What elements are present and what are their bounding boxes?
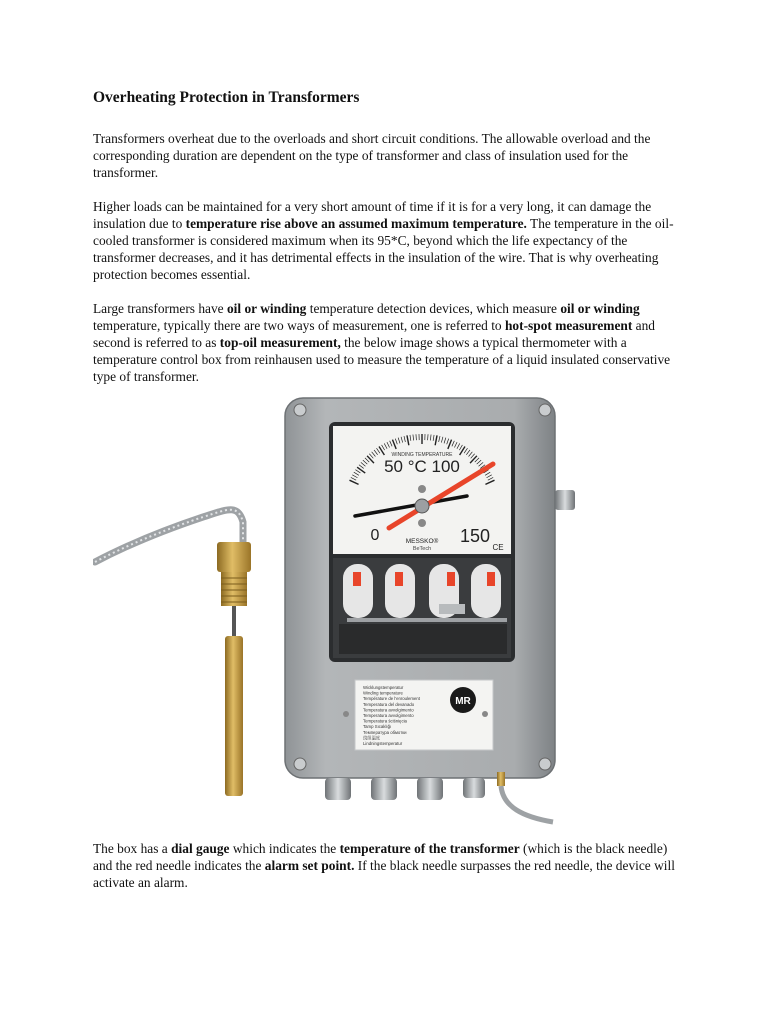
label-line: Temperatura ściśnięcia bbox=[363, 718, 407, 724]
bold-run: temperature rise above an assumed maximum temperature. bbox=[185, 216, 527, 231]
screw-icon bbox=[539, 404, 551, 416]
needle-hub bbox=[415, 499, 429, 513]
probe-shaft bbox=[232, 606, 236, 636]
label-line: Winding temperature bbox=[363, 690, 403, 696]
output-hose bbox=[501, 786, 553, 822]
bold-run: oil or winding bbox=[226, 301, 307, 316]
text-run: The box has a bbox=[93, 841, 172, 856]
screw-icon bbox=[539, 758, 551, 770]
paragraph-dial-gauge bbox=[93, 840, 683, 891]
label-line: Temperatura avvolgimento bbox=[363, 713, 414, 718]
dial-pin bbox=[418, 485, 426, 493]
paragraph-intro: Transformers overheat due to the overloads and short circuit conditions. The allowable overload and the corresponding duration are dependent on the type of transformer and class of insulation used for the transformer. bbox=[93, 131, 651, 180]
dial-pin bbox=[418, 519, 426, 527]
label-line: Tamp Sıcaklığı bbox=[363, 724, 392, 730]
text-run: (which is the black needle) and the red needle indicates the bbox=[93, 841, 668, 873]
text-run: Large transformers have bbox=[93, 301, 227, 316]
brand-label: MESSKO® bbox=[405, 538, 439, 545]
dial-caption: WINDING TEMPERATURE bbox=[391, 452, 453, 458]
label-line: Lindningstemperatur bbox=[363, 741, 403, 746]
bold-run: top-oil measurement, bbox=[219, 335, 341, 350]
mr-logo-text: MR bbox=[455, 696, 471, 707]
screw-icon bbox=[343, 711, 349, 717]
paragraph-large-transformers bbox=[93, 300, 683, 385]
label-line: Wicklungstemperatur bbox=[363, 685, 404, 690]
text-run: The temperature in the oil-cooled transformer is considered maximum when its 95*C, beyond which the life expectancy of the transformer decreases, and it has detrimental effects in the insulation of the wire. That is why overheating protection becomes essential. bbox=[93, 216, 674, 282]
label-line: 绕组温度 bbox=[363, 735, 381, 741]
text-run: which indicates the bbox=[229, 841, 340, 856]
page-title: Overheating Protection in Transformers bbox=[93, 89, 360, 106]
bold-run: hot-spot measurement bbox=[504, 318, 633, 333]
label-line: Température de l'enroulement bbox=[363, 696, 420, 702]
text-run: If the black needle surpasses the red needle, the device will activate an alarm. bbox=[93, 858, 675, 890]
bold-run: alarm set point. bbox=[264, 858, 355, 873]
document-body bbox=[93, 88, 683, 402]
label-line: Температура обмотки bbox=[363, 729, 407, 735]
text-run: and second is referred to as bbox=[93, 318, 655, 350]
probe-nut bbox=[217, 542, 251, 572]
side-plug bbox=[555, 490, 575, 510]
switch-mechanism bbox=[333, 558, 511, 658]
screw-icon bbox=[294, 758, 306, 770]
bold-run: temperature of the transformer bbox=[339, 841, 520, 856]
text-run: temperature, typically there are two ways of measurement, one is referred to bbox=[93, 318, 505, 333]
screw-icon bbox=[294, 404, 306, 416]
probe-thread bbox=[221, 572, 247, 606]
ce-mark: CE bbox=[492, 543, 504, 552]
dial-min-label: 0 bbox=[370, 527, 380, 544]
label-line: Temperatura del devanado bbox=[363, 701, 415, 707]
text-run: the below image shows a typical thermometer with a temperature control box from reinhausen used to measure the temperature of a liquid insulated conservative type of transformer. bbox=[93, 335, 671, 384]
probe-sensor bbox=[225, 636, 243, 796]
screw-icon bbox=[482, 711, 488, 717]
bold-run: dial gauge bbox=[171, 841, 230, 856]
text-run: Higher loads can be maintained for a very short amount of time if it is for a very long, it can damage the insulation due to bbox=[93, 199, 652, 231]
dial-max-label: 150 bbox=[459, 526, 491, 546]
bold-run: oil or winding bbox=[560, 301, 640, 316]
document-body-continued bbox=[93, 840, 683, 908]
thermometer-illustration bbox=[93, 392, 683, 832]
text-run: temperature detection devices, which measure bbox=[306, 301, 561, 316]
brand-sublabel: BeTech bbox=[412, 546, 432, 552]
paragraph-higher-loads bbox=[93, 198, 683, 283]
label-line: Temperatura avvolgimento bbox=[363, 707, 414, 713]
dial-scale-label: 50 °C 100 bbox=[384, 457, 460, 476]
thermometer-figure bbox=[93, 392, 683, 832]
